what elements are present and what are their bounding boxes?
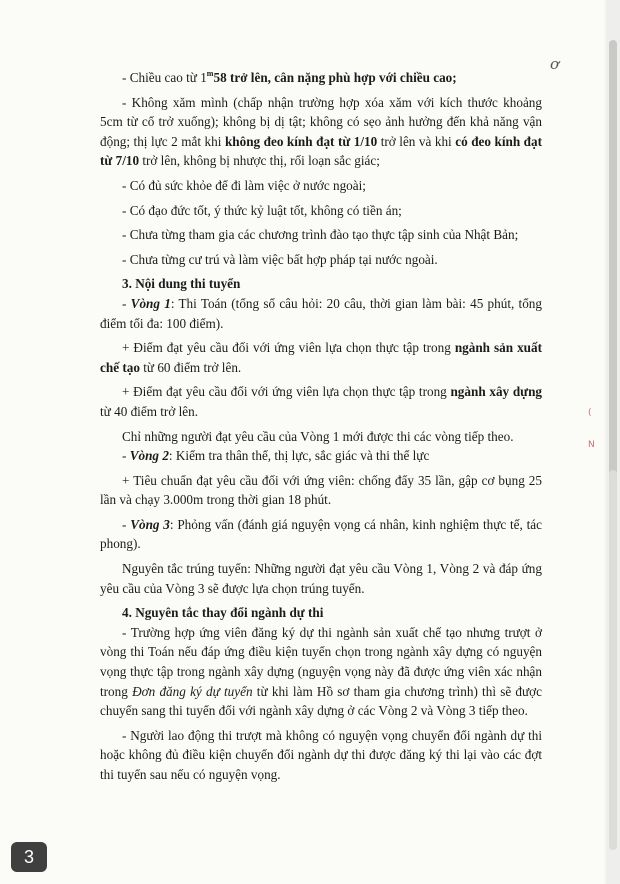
section-4-paragraph-2: - Người lao động thi trượt mà không có nguyện vọng chuyển đổi ngành dự thi hoặc không đủ điều kiện chuyển đổi ngành dự thi được đăng ký thi lại vào các đợt thi tuyển sau nếu có nguyện vọng. [100,727,542,782]
round-2-standard: + Tiêu chuẩn đạt yêu cầu đối với ứng viên: chống đẩy 35 lần, gập cơ bụng 25 lần và chạy 3.000m trong thời gian 18 phút. [100,472,542,508]
section-3-heading: 3. Nội dung thi tuyển [122,276,241,292]
round-1-construction: + Điểm đạt yêu cầu đối với ứng viên lựa chọn thực tập trong ngành xây dựng từ 40 điểm trở lên. [100,384,542,419]
round-3: - Vòng 3: Phỏng vấn (đánh giá nguyện vọng cá nhân, kinh nghiệm thực tế, tác phong). [100,516,542,552]
document-body [100,68,542,785]
criterion-height: - Chiều cao từ 1$^m$58 trở lên, cân nặng phù hợp với chiều cao; [122,69,457,85]
edge-stamp-fragment: ( [588,408,592,418]
round-2: - Vòng 2: Kiểm tra thân thể, thị lực, sắc giác và thi thể lực [122,448,430,464]
page-number-badge: 3 [11,842,47,872]
criterion-health: - Có đủ sức khỏe để đi làm việc ở nước ngoài; [122,177,366,193]
scroll-track-lower [609,470,617,850]
round-1-manufacturing: + Điểm đạt yêu cầu đối với ứng viên lựa chọn thực tập trong ngành sản xuất chế tạo từ 60 điểm trở lên. [100,340,542,375]
criterion-no-prior-program: - Chưa từng tham gia các chương trình đào tạo thực tập sinh của Nhật Bản; [122,227,519,243]
section-4-paragraph-1: - Trường hợp ứng viên đăng ký dự thi ngành sản xuất chế tạo nhưng trượt ở vòng thi Toán nếu đáp ứng điều kiện tuyển chọn trong ngành xây dựng có nguyện vọng thực tập trong ngành xây dựng (nguyện vọng này đã được ứng viên xác nhận trong Đơn đăng ký dự tuyển từ khi làm Hồ sơ tham gia chương trình) thì sẽ được chuyển sang thi tuyển đối với ngành xây dựng ở các Vòng 2 và Vòng 3 tiếp theo. [100,624,542,719]
criterion-no-illegal-stay: - Chưa từng cư trú và làm việc bất hợp pháp tại nước ngoài. [122,251,438,267]
criterion-ethics: - Có đạo đức tốt, ý thức kỷ luật tốt, không có tiền án; [122,202,402,218]
scroll-thumb[interactable] [609,40,617,480]
admission-principle: Nguyên tắc trúng tuyển: Những người đạt yêu cầu Vòng 1, Vòng 2 và đáp ứng yêu cầu của Vòng 3 sẽ được lựa chọn trúng tuyển. [100,561,542,596]
round-1-note: Chỉ những người đạt yêu cầu của Vòng 1 mới được thi các vòng tiếp theo. [122,428,514,444]
handwritten-mark: ơ [550,55,560,73]
scrollbar[interactable] [606,0,620,884]
section-4-heading: 4. Nguyên tắc thay đổi ngành dự thi [122,605,324,621]
round-1: - Vòng 1: Thi Toán (tổng số câu hỏi: 20 câu, thời gian làm bài: 45 phút, tổng điểm tối đa: 100 điểm). [100,295,542,331]
edge-stamp-fragment: N [588,440,595,450]
criterion-tattoo-vision: - Không xăm mình (chấp nhận trường hợp xóa xăm với kích thước khoảng 5cm từ cổ trở xuống); không bị dị tật; không có sẹo ảnh hưởng đến khả năng vận động; thị lực 2 mắt khi không đeo kính đạt từ 1/10 trở lên và khi có đeo kính đạt từ 7/10 trở lên, không bị nhược thị, rối loạn sắc giác; [100,94,542,169]
